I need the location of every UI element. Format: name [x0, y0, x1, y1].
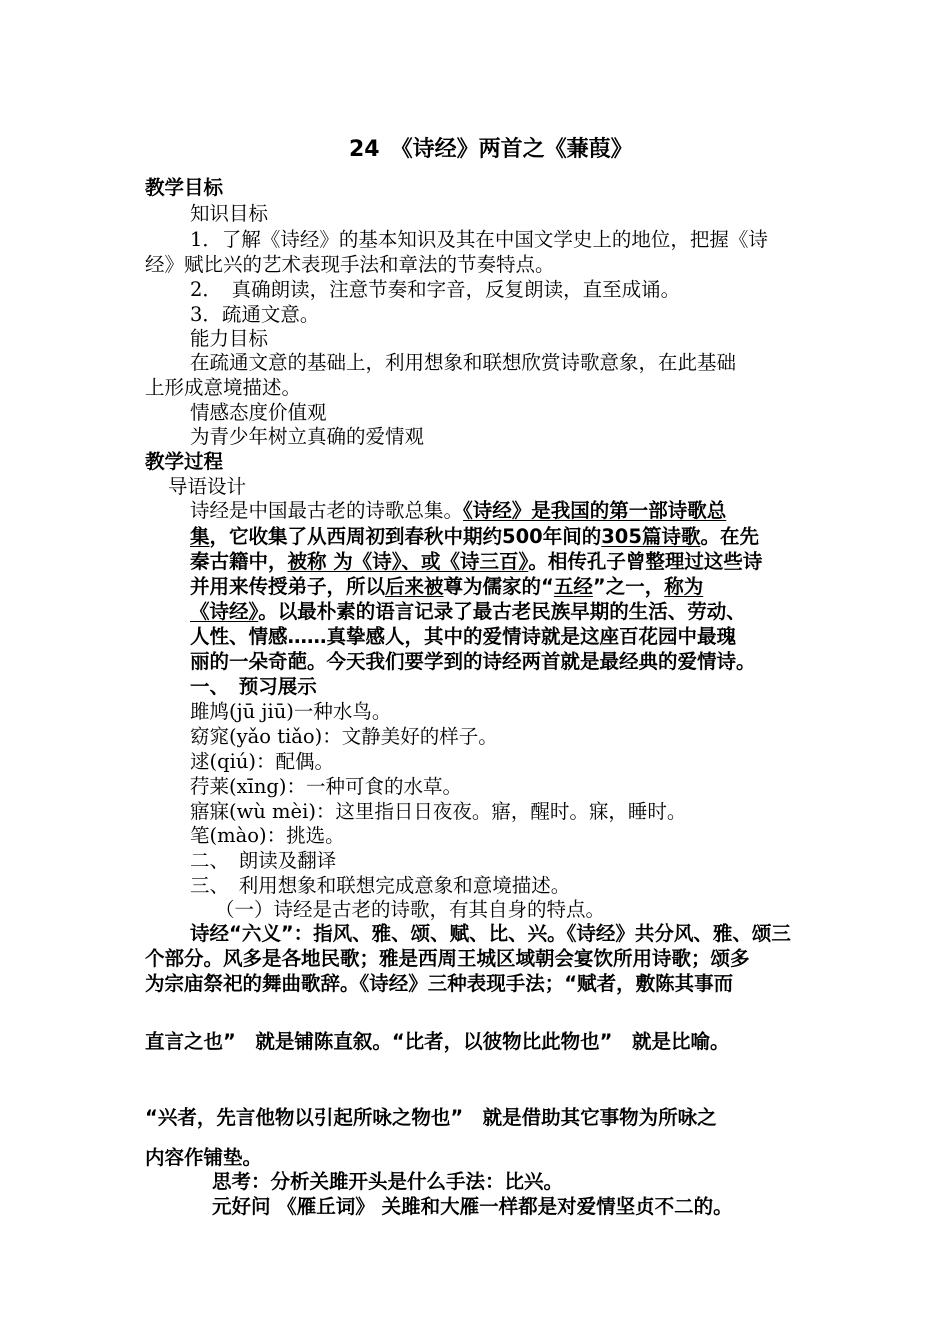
goal-3: 3．疏通文意。: [190, 303, 320, 326]
intro-line-3: [190, 549, 762, 575]
intro-text: 。以最朴素的语言记录了最古老民族早期的生活、劳动、: [258, 600, 746, 623]
section-2-heading: 二、 朗读及翻译: [190, 849, 337, 872]
page-title: 24 《诗经》两首之《蒹葭》: [349, 137, 633, 162]
sub-heading-1: （一）诗经是古老的诗歌，有其自身的特点。: [215, 898, 606, 921]
vocab-item: 窈窕(yǎo tiǎo)：文静美好的样子。: [190, 725, 498, 748]
teaching-goals-heading: 教学目标: [145, 176, 224, 199]
fu-bi-line: 直言之也” 就是铺陈直叙。“比者，以彼物比此物也” 就是比喻。: [145, 1030, 730, 1053]
intro-heading: 导语设计: [168, 475, 247, 498]
think-question: 思考：分析关雎开头是什么手法：比兴。: [212, 1170, 564, 1193]
intro-text: 秦古籍中，: [190, 550, 288, 573]
section-3-heading: 三、 利用想象和联想完成意象和意境描述。: [190, 874, 571, 897]
emotion-goal-heading: 情感态度价值观: [190, 401, 327, 424]
intro-line-4: [190, 574, 703, 600]
intro-line-5: [190, 599, 746, 625]
vocab-item: 笔(mào)：挑选。: [190, 824, 345, 847]
intro-text: 并用来传授弟子，所以: [190, 575, 386, 598]
vocab-item: 荇莱(xīng)：一种可食的水草。: [190, 775, 462, 798]
goal-2: 2． 真确朗读，注意节奏和字音，反复朗读，直至成诵。: [190, 278, 681, 301]
intro-underlined-text: 五经: [553, 575, 593, 598]
intro-line-1: [190, 498, 726, 524]
intro-text: 。相传孔子曾整理过这些诗: [528, 550, 763, 573]
liuyi-line-3: 为宗庙祭祀的舞曲歌辞。《诗经》三种表现手法；“赋者，敷陈其事而: [145, 972, 734, 995]
liuyi-line-1: 诗经“六义”：指风、雅、颂、赋、比、兴。《诗经》共分风、雅、颂三: [190, 922, 791, 945]
emotion-text: 为青少年树立真确的爱情观: [190, 425, 425, 448]
goal-1-line-1: 1．了解《诗经》的基本知识及其在中国文学史上的地位，把握《诗: [190, 228, 768, 251]
ability-line-1: 在疏通文意的基础上，利用想象和联想欣赏诗歌意象，在此基础: [190, 351, 737, 374]
vocab-item: 逑(qiú)：配偶。: [190, 750, 334, 773]
vocab-item: 雎鸠(jū jiū)一种水鸟。: [190, 700, 392, 723]
intro-line-7: 丽的一朵奇葩。今天我们要学到的诗经两首就是最经典的爱情诗。: [190, 650, 756, 673]
vocab-item: 寤寐(wù mèi)：这里指日日夜夜。寤，醒时。寐，睡时。: [190, 800, 687, 823]
intro-underlined-text: 称为: [664, 575, 704, 598]
goal-1-line-2: 经》赋比兴的艺术表现手法和章法的节奏特点。: [145, 253, 555, 276]
intro-underlined-text: 《诗经》是我国的第一部诗歌总: [463, 499, 727, 522]
intro-underlined-text: 305篇诗歌: [601, 525, 701, 548]
intro-underlined-text: 集: [190, 525, 210, 548]
intro-text: 尊为儒家的“: [443, 575, 554, 598]
yuan-haowen-note: 元好问 《雁丘词》 关雎和大雁一样都是对爱情坚贞不二的。: [212, 1195, 733, 1218]
liuyi-line-2: 个部分。风多是各地民歌；雅是西周王城区域朝会宴饮所用诗歌；颂多: [145, 947, 750, 970]
intro-line-2: [190, 524, 759, 550]
ability-line-2: 上形成意境描述。: [145, 376, 302, 399]
ability-goal-heading: 能力目标: [190, 327, 269, 350]
xing-line-2: 内容作铺垫。: [145, 1146, 263, 1169]
intro-text: ”之一，: [592, 575, 665, 598]
process-heading: 教学过程: [145, 450, 224, 473]
intro-text: ，它收集了从西周初到春秋中期约500年间的: [209, 525, 602, 548]
intro-text: 诗经是中国最古老的诗歌总集。: [190, 499, 464, 522]
section-1-heading: 一、 预习展示: [190, 675, 317, 698]
xing-line-1: “兴者，先言他物以引起所咏之物也” 就是借助其它事物为所咏之: [145, 1106, 717, 1129]
intro-underlined-text: 《诗经》: [190, 600, 259, 623]
intro-line-6: 人性、情感……真挚感人，其中的爱情诗就是这座百花园中最瑰: [190, 625, 737, 648]
intro-underlined-text: 被称 为《诗》、或《诗三百》: [287, 550, 529, 573]
intro-underlined-text: 后来被: [385, 575, 444, 598]
knowledge-goal-heading: 知识目标: [190, 202, 269, 225]
intro-text: 。在先: [700, 525, 759, 548]
